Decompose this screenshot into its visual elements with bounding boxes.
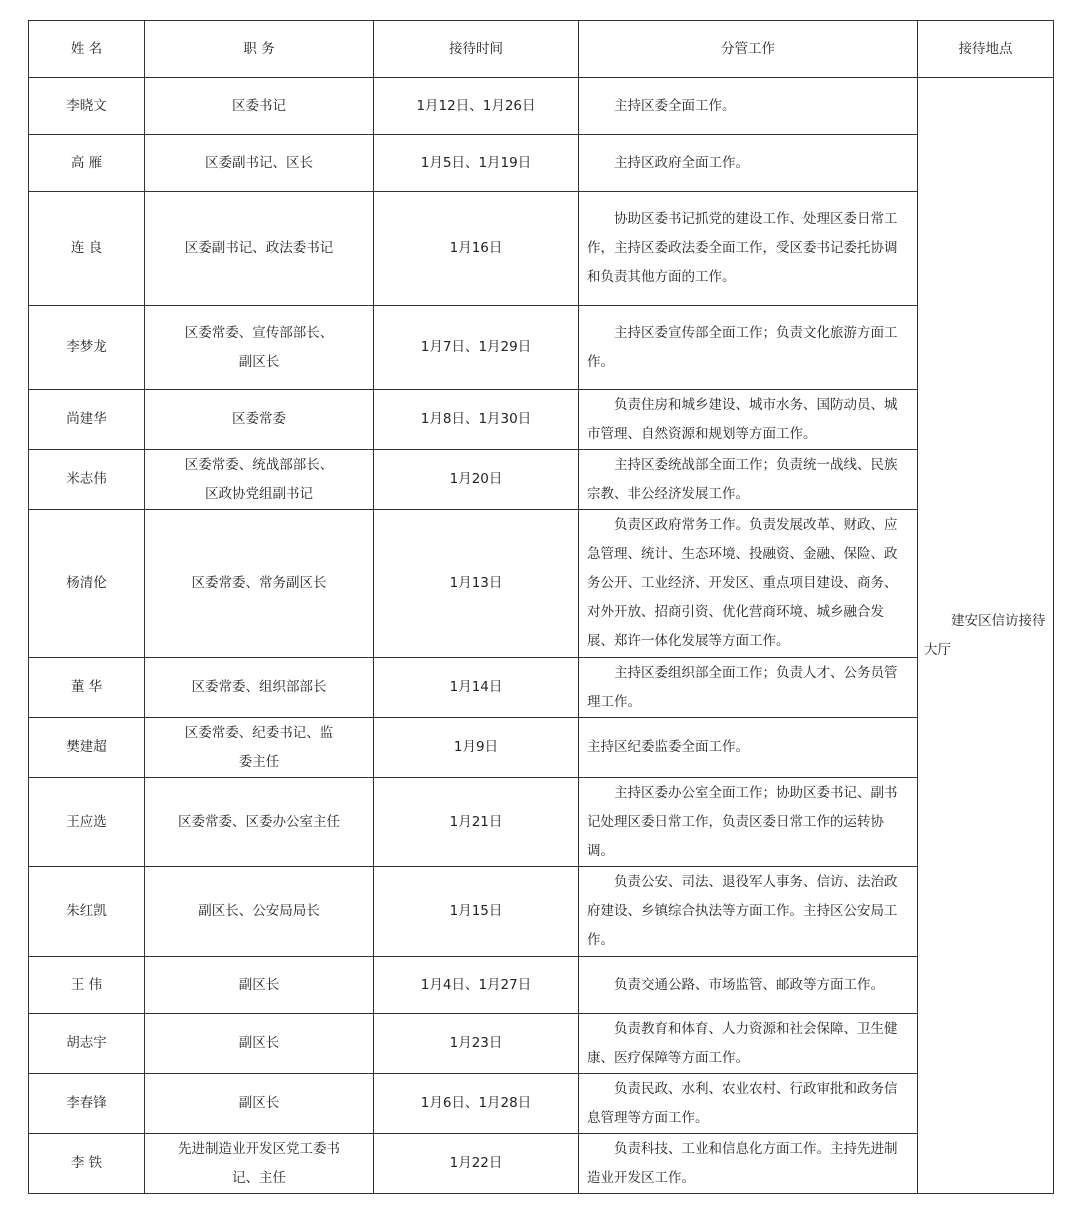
reception-time-cell: 1月14日 bbox=[374, 658, 579, 718]
location-line-1: 建安区信访接待 bbox=[924, 612, 1046, 629]
duties-cell: 负责教育和体育、人力资源和社会保障、卫生健康、医疗保障等方面工作。 bbox=[579, 1014, 918, 1074]
location-line-2: 大厅 bbox=[924, 641, 951, 658]
position-cell: 区委常委、区委办公室主任 bbox=[145, 778, 374, 867]
reception-time-cell: 1月12日、1月26日 bbox=[374, 78, 579, 135]
header-location: 接待地点 bbox=[918, 21, 1054, 78]
position-cell: 副区长 bbox=[145, 957, 374, 1014]
table-row bbox=[29, 78, 1054, 135]
name-cell: 杨清伦 bbox=[29, 510, 145, 658]
table-row bbox=[29, 510, 1054, 658]
duties-cell: 主持区政府全面工作。 bbox=[579, 135, 918, 192]
table-row bbox=[29, 957, 1054, 1014]
table-row bbox=[29, 1074, 1054, 1134]
position-cell: 副区长、公安局局长 bbox=[145, 867, 374, 957]
reception-time-cell: 1月8日、1月30日 bbox=[374, 390, 579, 450]
position-cell: 区委常委、常务副区长 bbox=[145, 510, 374, 658]
duties-cell: 负责公安、司法、退役军人事务、信访、法治政府建设、乡镇综合执法等方面工作。主持区公安局工作。 bbox=[579, 867, 918, 957]
name-cell: 胡志宇 bbox=[29, 1014, 145, 1074]
table-row bbox=[29, 867, 1054, 957]
table-row bbox=[29, 450, 1054, 510]
table-row bbox=[29, 306, 1054, 390]
position-cell: 区委副书记、政法委书记 bbox=[145, 192, 374, 306]
header-position: 职 务 bbox=[145, 21, 374, 78]
position-text: 先进制造业开发区党工委书记、主任 bbox=[178, 1140, 340, 1186]
position-cell bbox=[145, 306, 374, 390]
reception-time-cell: 1月15日 bbox=[374, 867, 579, 957]
name-cell: 王 伟 bbox=[29, 957, 145, 1014]
reception-time-cell: 1月22日 bbox=[374, 1134, 579, 1194]
table-row bbox=[29, 658, 1054, 718]
duties-cell: 负责区政府常务工作。负责发展改革、财政、应急管理、统计、生态环境、投融资、金融、保险、政务公开、工业经济、开发区、重点项目建设、商务、对外开放、招商引资、优化营商环境、城乡融合发展、郑许一体化发展等方面工作。 bbox=[579, 510, 918, 658]
table-row bbox=[29, 718, 1054, 778]
position-cell: 区委常委 bbox=[145, 390, 374, 450]
duties-cell: 负责科技、工业和信息化方面工作。主持先进制造业开发区工作。 bbox=[579, 1134, 918, 1194]
duties-cell: 主持区委全面工作。 bbox=[579, 78, 918, 135]
name-cell: 连 良 bbox=[29, 192, 145, 306]
name-cell: 高 雁 bbox=[29, 135, 145, 192]
position-text: 区委常委、纪委书记、监委主任 bbox=[184, 724, 334, 770]
duties-cell: 主持区委宣传部全面工作；负责文化旅游方面工作。 bbox=[579, 306, 918, 390]
table-row bbox=[29, 135, 1054, 192]
position-cell bbox=[145, 450, 374, 510]
position-cell bbox=[145, 718, 374, 778]
name-cell: 董 华 bbox=[29, 658, 145, 718]
name-cell: 李晓文 bbox=[29, 78, 145, 135]
position-cell bbox=[145, 1134, 374, 1194]
reception-time-cell: 1月7日、1月29日 bbox=[374, 306, 579, 390]
name-cell: 樊建超 bbox=[29, 718, 145, 778]
table-row bbox=[29, 390, 1054, 450]
reception-time-cell: 1月6日、1月28日 bbox=[374, 1074, 579, 1134]
duties-cell: 负责住房和城乡建设、城市水务、国防动员、城市管理、自然资源和规划等方面工作。 bbox=[579, 390, 918, 450]
name-cell: 尚建华 bbox=[29, 390, 145, 450]
reception-time-cell: 1月16日 bbox=[374, 192, 579, 306]
position-cell: 区委书记 bbox=[145, 78, 374, 135]
position-cell: 副区长 bbox=[145, 1014, 374, 1074]
reception-schedule-table bbox=[28, 20, 1054, 1194]
table-row bbox=[29, 778, 1054, 867]
name-cell: 李春锋 bbox=[29, 1074, 145, 1134]
position-cell: 区委常委、组织部部长 bbox=[145, 658, 374, 718]
table-header-row bbox=[29, 21, 1054, 78]
header-name: 姓 名 bbox=[29, 21, 145, 78]
position-cell: 区委副书记、区长 bbox=[145, 135, 374, 192]
reception-time-cell: 1月20日 bbox=[374, 450, 579, 510]
position-text: 区委常委、宣传部部长、副区长 bbox=[184, 324, 334, 370]
duties-cell: 主持区委统战部全面工作；负责统一战线、民族宗教、非公经济发展工作。 bbox=[579, 450, 918, 510]
name-cell: 朱红凯 bbox=[29, 867, 145, 957]
table-row bbox=[29, 1134, 1054, 1194]
name-cell: 王应选 bbox=[29, 778, 145, 867]
position-text: 区委常委、统战部部长、区政协党组副书记 bbox=[184, 456, 334, 502]
duties-cell: 负责民政、水利、农业农村、行政审批和政务信息管理等方面工作。 bbox=[579, 1074, 918, 1134]
location-cell bbox=[918, 78, 1054, 1194]
duties-cell: 主持区委组织部全面工作；负责人才、公务员管理工作。 bbox=[579, 658, 918, 718]
duties-cell: 协助区委书记抓党的建设工作、处理区委日常工作，主持区委政法委全面工作，受区委书记委托协调和负责其他方面的工作。 bbox=[579, 192, 918, 306]
reception-time-cell: 1月21日 bbox=[374, 778, 579, 867]
reception-time-cell: 1月4日、1月27日 bbox=[374, 957, 579, 1014]
reception-time-cell: 1月5日、1月19日 bbox=[374, 135, 579, 192]
name-cell: 李 铁 bbox=[29, 1134, 145, 1194]
duties-cell: 主持区委办公室全面工作；协助区委书记、副书记处理区委日常工作，负责区委日常工作的运转协调。 bbox=[579, 778, 918, 867]
reception-time-cell: 1月9日 bbox=[374, 718, 579, 778]
duties-cell: 主持区纪委监委全面工作。 bbox=[579, 718, 918, 778]
header-duties: 分管工作 bbox=[579, 21, 918, 78]
name-cell: 李梦龙 bbox=[29, 306, 145, 390]
reception-time-cell: 1月23日 bbox=[374, 1014, 579, 1074]
table-row bbox=[29, 192, 1054, 306]
reception-time-cell: 1月13日 bbox=[374, 510, 579, 658]
duties-cell: 负责交通公路、市场监管、邮政等方面工作。 bbox=[579, 957, 918, 1014]
name-cell: 米志伟 bbox=[29, 450, 145, 510]
header-reception-time: 接待时间 bbox=[374, 21, 579, 78]
table-row bbox=[29, 1014, 1054, 1074]
position-cell: 副区长 bbox=[145, 1074, 374, 1134]
